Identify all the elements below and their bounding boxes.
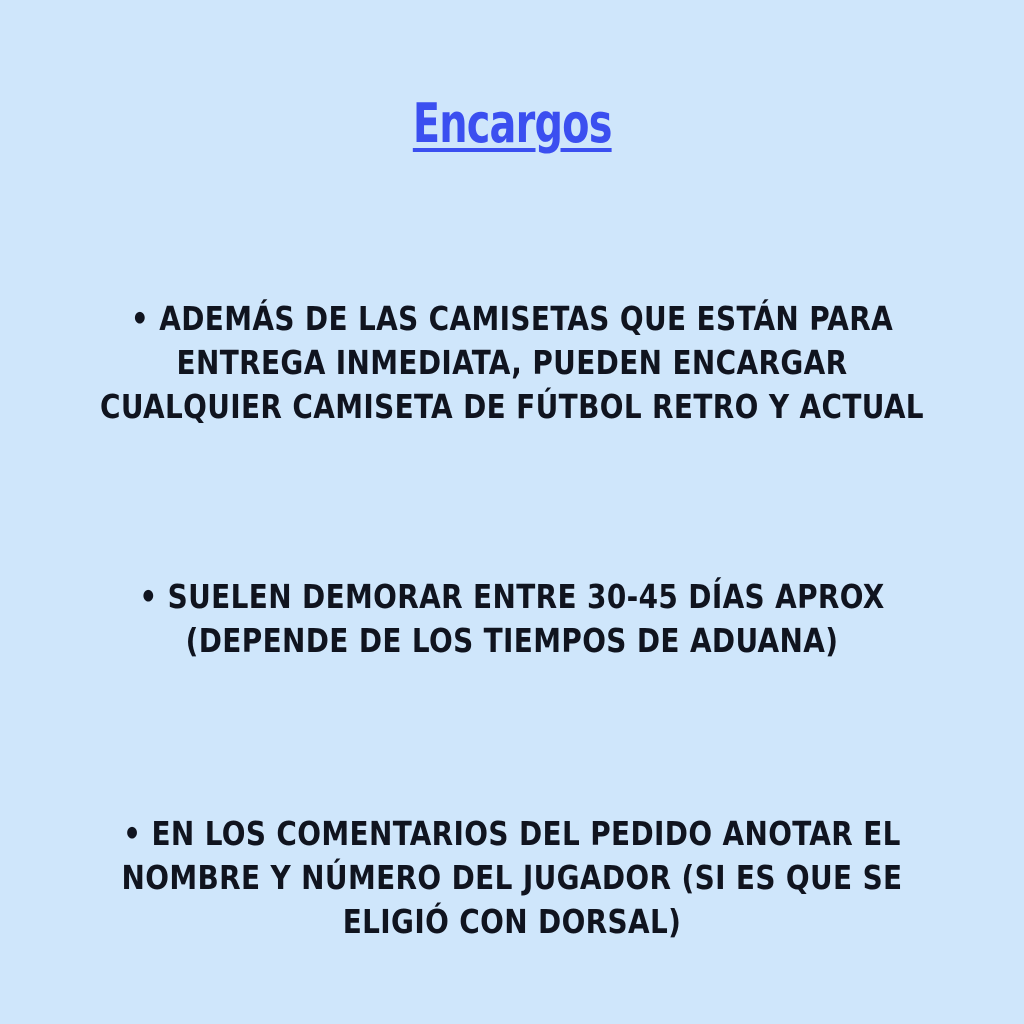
list-item: • EN LOS COMENTARIOS DEL PEDIDO ANOTAR EL NOMBRE Y NÚMERO DEL JUGADOR (SI ES QUE SE ELIGIÓ CON DORSAL): [121, 813, 903, 942]
bullet-list: [0, 189, 1024, 978]
list-item: • ADEMÁS DE LAS CAMISETAS QUE ESTÁN PARA ENTREGA INMEDIATA, PUEDEN ENCARGAR CUALQUIER CAMISETA DE FÚTBOL RETRO Y ACTUAL: [100, 298, 924, 427]
page-title: Encargos: [412, 92, 612, 155]
list-item: • SUELEN DEMORAR ENTRE 30-45 DÍAS APROX (DEPENDE DE LOS TIEMPOS DE ADUANA): [139, 576, 885, 660]
